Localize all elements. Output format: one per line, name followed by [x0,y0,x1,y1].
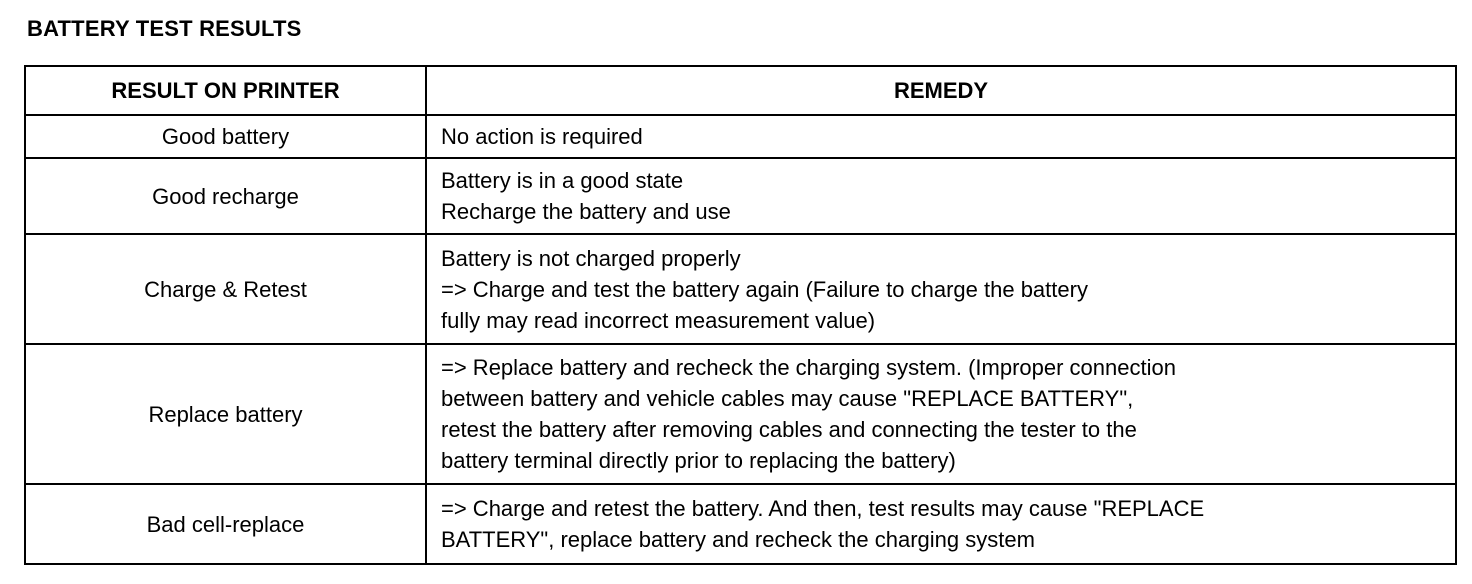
table-row [25,115,1456,158]
remedy-line: between battery and vehicle cables may cause "REPLACE BATTERY", [441,386,1134,411]
remedy-line: => Charge and retest the battery. And then, test results may cause "REPLACE [441,496,1205,521]
remedy-cell [426,344,1456,484]
remedy-line: => Replace battery and recheck the charging system. (Improper connection [441,355,1176,380]
result-cell: Good battery [25,115,426,158]
column-header-result: RESULT ON PRINTER [25,66,426,115]
result-cell: Bad cell-replace [25,484,426,564]
remedy-line: No action is required [441,124,643,149]
table-row [25,344,1456,484]
result-cell: Good recharge [25,158,426,234]
column-header-remedy: REMEDY [426,66,1456,115]
remedy-cell [426,115,1456,158]
remedy-line: Battery is not charged properly [441,245,741,271]
remedy-line: Recharge the battery and use [441,199,731,224]
remedy-cell [426,234,1456,344]
page-title: BATTERY TEST RESULTS [27,16,302,41]
result-cell: Charge & Retest [25,234,426,344]
remedy-cell [426,158,1456,234]
table-header-row [25,66,1456,115]
remedy-line: => Charge and test the battery again (Failure to charge the battery [441,276,1088,302]
table-row [25,484,1456,564]
table-row [25,158,1456,234]
table-row [25,234,1456,344]
remedy-cell [426,484,1456,564]
result-cell: Replace battery [25,344,426,484]
remedy-line: BATTERY", replace battery and recheck the charging system [441,527,1035,552]
remedy-line: Battery is in a good state [441,168,684,193]
battery-test-results-table [24,65,1457,565]
remedy-line: battery terminal directly prior to replacing the battery) [441,448,956,473]
remedy-line: fully may read incorrect measurement value) [441,307,876,333]
remedy-line: retest the battery after removing cables and connecting the tester to the [441,417,1137,442]
